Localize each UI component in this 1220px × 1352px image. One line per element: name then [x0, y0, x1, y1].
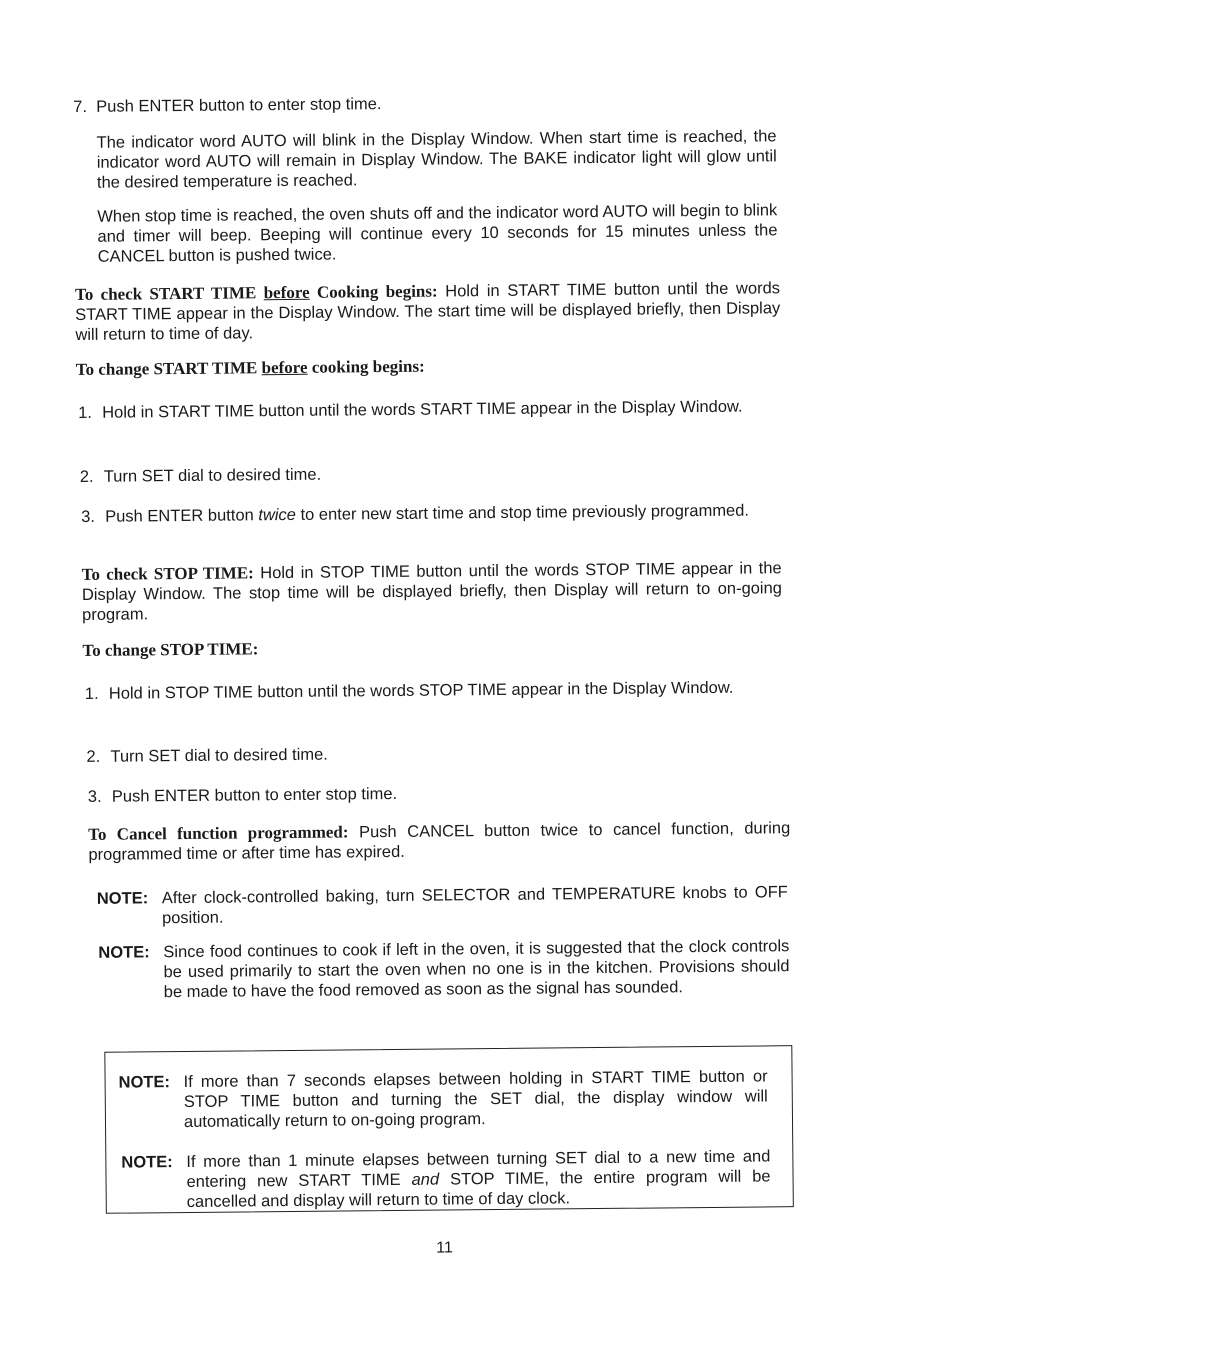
check-stop-time-text: Hold in STOP TIME button until the words STOP TIME appear in the Display Window. The stop time will be displayed briefly, then Display will return to on-going program.: [81, 559, 782, 624]
change-stop-time-heading: To change STOP TIME:: [82, 639, 259, 660]
check-start-time-section: [75, 278, 781, 345]
note-1-text: After clock-controlled baking, turn SELECTOR and TEMPERATURE knobs to OFF position.: [161, 883, 788, 928]
step-7-text: Push ENTER button to enter stop time.: [96, 95, 382, 116]
check-start-time-text: Hold in START TIME button until the words START TIME appear in the Display Window. The start time will be displayed briefly, then Display will return to time of day.: [75, 279, 781, 345]
check-start-time-heading: To check START TIME before Cooking begins:: [74, 281, 438, 305]
check-stop-time-heading: To check STOP TIME:: [81, 563, 254, 584]
boxed-notes: [104, 1045, 794, 1214]
change-stop-item-2-text: Turn SET dial to desired time.: [110, 745, 328, 766]
change-start-item-2-number: 2.: [79, 467, 94, 486]
cancel-function-section: [88, 818, 790, 865]
change-start-item-1-text: Hold in START TIME button until the words START TIME appear in the Display Window.: [102, 397, 743, 422]
change-stop-item-2-number: 2.: [86, 747, 101, 766]
box-note-2-text: If more than 1 minute elapses between turning SET dial to a new time and entering new START TIME and STOP TIME, the entire program will be cancelled and display will return to time of day clock.: [186, 1147, 771, 1211]
note-1-label: NOTE:: [96, 889, 149, 908]
cancel-function-text: Push CANCEL button twice to cancel function, during programmed time or after time has expired.: [88, 819, 791, 864]
step-7-paragraph-1: The indicator word AUTO will blink in the Display Window. When start time is reached, the indicator word AUTO will remain in Display Window. The BAKE indicator light will glow until the desired temperature is reached.: [96, 127, 777, 192]
cancel-function-heading: To Cancel function programmed:: [88, 822, 349, 844]
change-stop-item-1-number: 1.: [84, 684, 99, 703]
page-number: 11: [436, 1239, 453, 1257]
step-7-number: 7.: [73, 97, 88, 117]
change-start-item-3-text: Push ENTER button twice to enter new start time and stop time previously programmed.: [105, 501, 750, 526]
step-7-paragraph-2: When stop time is reached, the oven shuts off and the indicator word AUTO will begin to blink and timer will beep. Beeping will continue every 10 seconds for 15 minutes unless the CANCEL button is pushed twice.: [97, 201, 778, 266]
box-note-2-label: NOTE:: [121, 1153, 173, 1172]
change-start-time-heading: To change START TIME before cooking begins:: [75, 356, 425, 380]
change-stop-item-3-text: Push ENTER button to enter stop time.: [111, 784, 398, 806]
note-2-text: Since food continues to cook if left in the oven, it is suggested that the clock controls be used primarily to start the oven when no one is in the kitchen. Provisions should be made to have the food removed as soon as the signal has sounded.: [163, 937, 790, 1002]
change-start-item-1-number: 1.: [78, 403, 93, 422]
change-stop-item-3-number: 3.: [87, 787, 102, 806]
box-note-1-label: NOTE:: [118, 1073, 171, 1092]
change-start-item-3-number: 3.: [81, 507, 96, 526]
note-2-label: NOTE:: [98, 943, 150, 962]
box-note-1-text: If more than 7 seconds elapses between holding in START TIME button or STOP TIME button and turning the SET dial, the display window will automatically return to on-going program.: [183, 1067, 768, 1132]
check-stop-time-section: [82, 558, 783, 625]
change-stop-item-1-text: Hold in STOP TIME button until the words STOP TIME appear in the Display Window.: [108, 678, 734, 703]
change-start-item-2-text: Turn SET dial to desired time.: [103, 465, 322, 486]
